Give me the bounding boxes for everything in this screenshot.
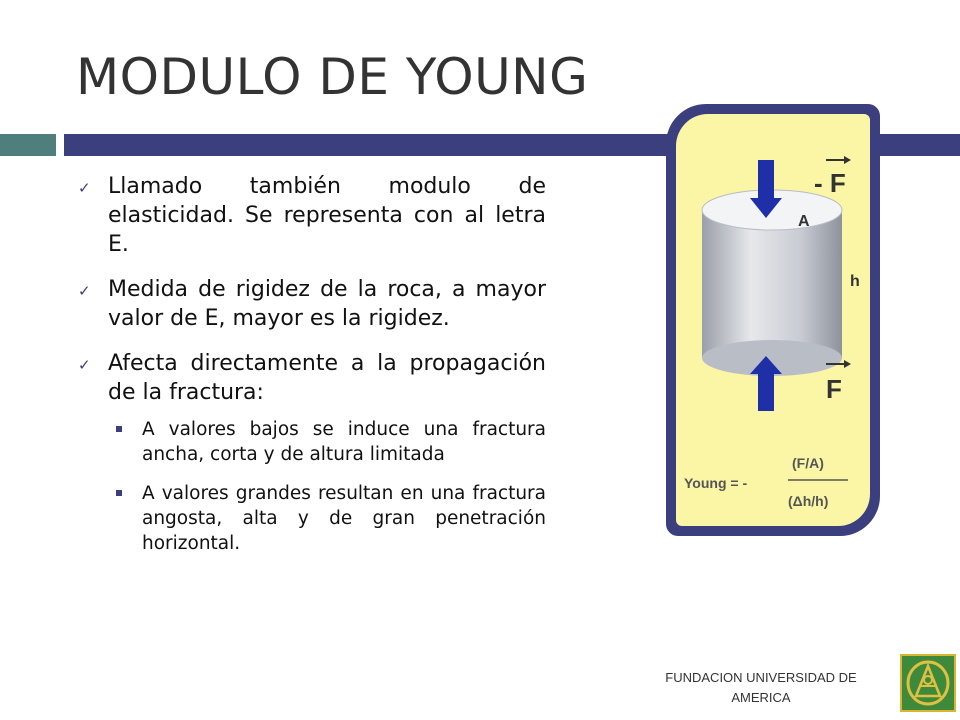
checkmark-icon: ✓ <box>78 282 91 300</box>
university-logo <box>900 654 956 712</box>
square-bullet-icon <box>116 490 122 496</box>
top-force-label: - F <box>814 168 846 198</box>
footer-line: AMERICA <box>731 690 791 705</box>
sub-bullet-text: A valores bajos se induce una fractura ancha, corta y de altura limitada <box>142 419 546 465</box>
checkmark-icon: ✓ <box>78 179 91 197</box>
formula-numerator: (F/A) <box>792 455 824 471</box>
bullet-list <box>78 172 546 556</box>
checkmark-icon: ✓ <box>78 356 91 374</box>
bullet-text: Afecta directamente a la propagación de la fractura: <box>108 351 546 405</box>
footer-line: FUNDACION UNIVERSIDAD DE <box>665 670 857 685</box>
figure-panel <box>676 114 870 526</box>
title-underline-accent <box>0 134 56 156</box>
vector-arrow-icon <box>826 156 851 164</box>
formula-denominator: (Δh/h) <box>788 493 829 509</box>
bullet-item <box>78 172 546 259</box>
sub-bullet-item <box>108 481 546 556</box>
footer-institution <box>636 668 886 708</box>
cylinder-body <box>702 210 842 358</box>
bullet-text: Llamado también modulo de elasticidad. Se representa con al letra E. <box>108 174 546 257</box>
bullet-text: Medida de rigidez de la roca, a mayor valor de E, mayor es la rigidez. <box>108 277 546 331</box>
slide-content <box>78 172 546 572</box>
height-label: h <box>850 273 860 290</box>
square-bullet-icon <box>116 426 122 432</box>
young-modulus-figure <box>666 104 880 536</box>
sub-bullet-list <box>108 417 546 556</box>
cylinder-diagram <box>676 114 870 526</box>
formula-prefix: Young = - <box>684 475 748 491</box>
sub-bullet-text: A valores grandes resultan en una fractura angosta, alta y de gran penetración horizontal. <box>142 483 546 554</box>
bullet-item <box>78 275 546 333</box>
bullet-item <box>78 349 546 556</box>
bottom-force-label: F <box>826 374 842 404</box>
slide-title: MODULO DE YOUNG <box>76 48 589 106</box>
sub-bullet-item <box>108 417 546 467</box>
logo-emblem-icon <box>902 656 954 710</box>
area-label: A <box>798 213 810 230</box>
